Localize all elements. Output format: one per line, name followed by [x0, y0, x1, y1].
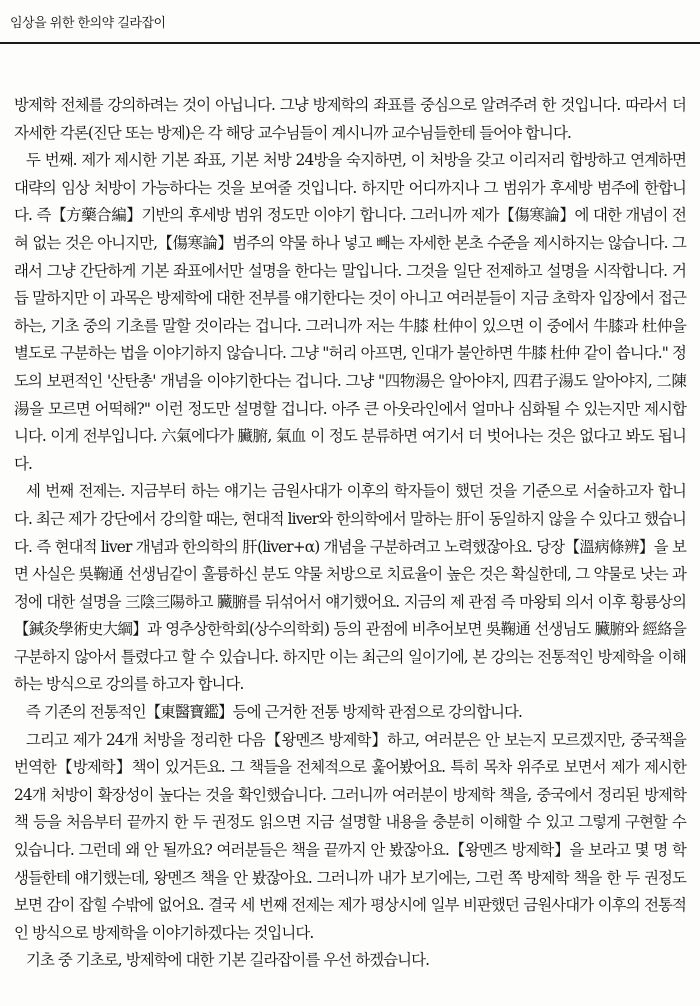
paragraph-6: 기초 중 기초로, 방제학에 대한 기본 길라잡이를 우선 하겠습니다. [26, 951, 430, 970]
body-text [14, 92, 686, 975]
paragraph-4: 즉 기존의 전통적인【東醫寶鑑】등에 근거한 전통 방제학 관점으로 강의합니다. [26, 703, 523, 722]
paragraph-3: 세 번째 전제는. 지금부터 하는 얘기는 금원사대가 이후의 학자들이 했던 것을 기준으로 서술하고자 합니다. 최근 제가 강단에서 강의할 때는, 현대적 liver와 한의학에서 말하는 肝이 동일하지 않을 수 있다고 했습니다. 즉 현대적 liver 개념과 한의학의 肝(liver+α) 개념을 구분하려고 노력했잖아요. 당장【溫病條辨】을 보면 사실은 吳鞠通 선생님같이 훌륭하신 분도 약물 처방으로 치료율이 높은 것은 확실한데, 그 약물로 낫는 과정에 대한 설명을 三陰三陽하고 臟腑를 뒤섞어서 얘기했어요. 지금의 제 관점 즉 마왕퇴 의서 이후 황룡상의【鍼灸學術史大綱】과 영추상한학회(상수의학회) 등의 관점에 비추어보면 吳鞠通 선생님도 臟腑와 經絡을 구분하지 않아서 틀렸다고 할 수 있습니다. 하지만 이는 최근의 일이기에, 본 강의는 전통적인 방제학을 이해하는 방식으로 강의를 하고자 합니다. [14, 482, 686, 694]
running-header: 임상을 위한 한의약 길라잡이 [10, 16, 166, 31]
paragraph-5: 그리고 제가 24개 처방을 정리한 다음【왕멘즈 방제학】하고, 여러분은 안 보는지 모르겠지만, 중국책을 번역한【방제학】책이 있거든요. 그 책들을 전체적으로 훑어봤어요. 특히 목차 위주로 보면서 제가 제시한 24개 처방이 확장성이 높다는 것을 확인했습니다. 그러니까 여러분이 방제학 책을, 중국에서 정리된 방제학 책 등을 처음부터 끝까지 한 두 권정도 읽으면 지금 설명할 내용을 충분히 이해할 수 있고 그렇게 구현할 수 있습니다. 그런데 왜 안 될까요? 여러분들은 책을 끝까지 안 봤잖아요.【왕멘즈 방제학】을 보라고 몇 명 학생들한테 얘기했는데, 왕멘즈 책을 안 봤잖아요. 그러니까 내가 보기에는, 그런 쪽 방제학 책을 한 두 권정도 보면 감이 잡힐 수밖에 없어요. 결국 세 번째 전제는 제가 평상시에 일부 비판했던 금원사대가 이후의 전통적인 방식으로 방제학을 이야기하겠다는 것입니다. [14, 730, 686, 942]
header-rule [0, 42, 700, 44]
paragraph-2: 두 번째. 제가 제시한 기본 좌표, 기본 처방 24방을 숙지하면, 이 처방을 갖고 이리저리 합방하고 연계하면 대략의 임상 처방이 가능하다는 것을 보여줄 것입니다. 하지만 어디까지나 그 범위가 후세방 범주에 한합니다. 즉【方藥合編】기반의 후세방 범위 정도만 이야기 합니다. 그러니까 제가【傷寒論】에 대한 개념이 전혀 없는 것은 아니지만,【傷寒論】범주의 약물 하나 넣고 빼는 자세한 본초 수준을 제시하지는 않습니다. 그래서 그냥 간단하게 기본 좌표에서만 설명을 한다는 말입니다. 그것을 일단 전제하고 설명을 시작합니다. 거듭 말하지만 이 과목은 방제학에 대한 전부를 얘기한다는 것이 아니고 여러분들이 지금 초학자 입장에서 접근하는, 기초 중의 기초를 말할 것이라는 겁니다. 그러니까 저는 牛膝 杜仲이 있으면 이 중에서 牛膝과 杜仲을 별도로 구분하는 법을 이야기하지 않습니다. 그냥 "허리 아프면, 인대가 불안하면 牛膝 杜仲 같이 씁니다." 정도의 보편적인 '산탄총' 개념을 이야기한다는 겁니다. 그냥 "四物湯은 알아야지, 四君子湯도 알아야지, 二陳湯을 모르면 어떡해?" 이런 정도만 설명할 겁니다. 아주 큰 아웃라인에서 얼마나 심화될 수 있는지만 제시합니다. 이게 전부입니다. 六氣에다가 臟腑, 氣血 이 정도 분류하면 여기서 더 벗어나는 것은 없다고 봐도 됩니다. [14, 151, 686, 473]
paragraph-1: 방제학 전체를 강의하려는 것이 아닙니다. 그냥 방제학의 좌표를 중심으로 알려주려 한 것입니다. 따라서 더 자세한 각론(진단 또는 방제)은 각 해당 교수님들이 계시니까 교수님들한테 들어야 합니다. [14, 96, 686, 142]
